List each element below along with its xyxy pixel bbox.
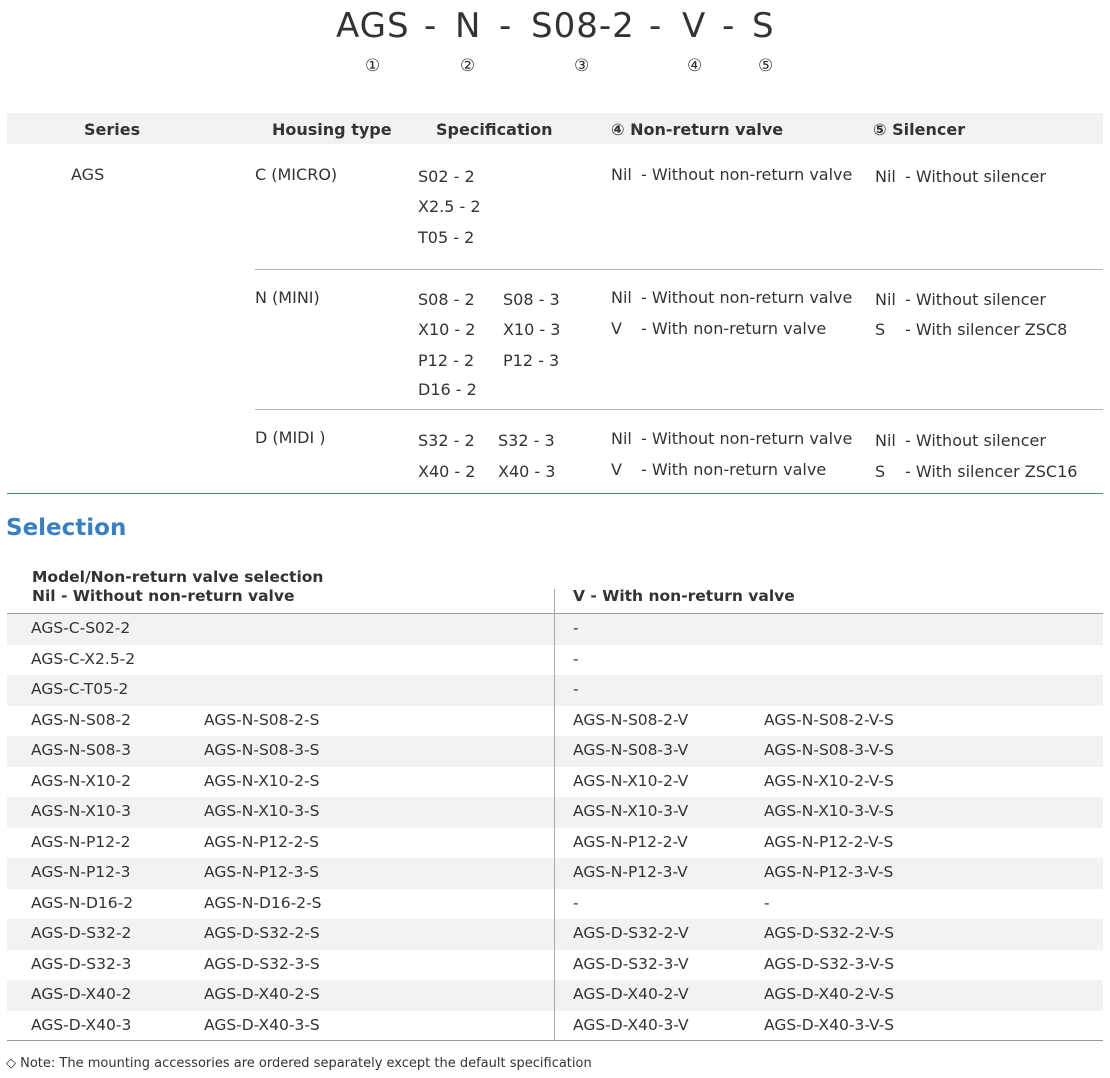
code-number-5: ⑤ xyxy=(758,56,774,76)
silencer-code: Nil xyxy=(875,431,896,450)
valve-desc: - Without non-return valve xyxy=(641,165,853,184)
table-row xyxy=(7,614,1103,645)
model-nil-cell: AGS-D-S32-3 xyxy=(31,954,132,973)
silencer-desc: - Without silencer xyxy=(905,431,1046,450)
housing-d: D (MIDI ) xyxy=(255,428,326,447)
series-value: AGS xyxy=(71,165,105,184)
selection-header-nil: Nil - Without non-return valve xyxy=(32,587,295,605)
model-v-cell: - xyxy=(573,680,579,698)
model-nil-s-cell: AGS-N-P12-3-S xyxy=(204,863,319,881)
divider xyxy=(255,409,1103,410)
model-v-s-cell: - xyxy=(764,893,770,912)
silencer-desc: - With silencer ZSC8 xyxy=(905,320,1068,339)
model-code xyxy=(0,6,1110,76)
section-title: Selection xyxy=(6,515,127,541)
spec-cell: P12 - 3 xyxy=(503,351,560,370)
silencer-desc: - Without silencer xyxy=(905,290,1046,309)
silencer-code: Nil xyxy=(875,167,896,186)
column-divider xyxy=(554,589,555,1040)
selection-table xyxy=(7,614,1103,1041)
model-nil-s-cell: AGS-D-S32-3-S xyxy=(204,954,320,973)
model-nil-s-cell: AGS-N-S08-3-S xyxy=(204,741,320,759)
model-v-cell: - xyxy=(573,893,579,912)
model-v-cell: - xyxy=(573,619,579,637)
code-number-2: ② xyxy=(460,56,476,76)
model-v-cell: - xyxy=(573,649,579,668)
housing-n: N (MINI) xyxy=(255,288,320,307)
model-v-s-cell: AGS-D-X40-2-V-S xyxy=(764,985,895,1003)
model-v-cell: AGS-N-P12-2-V xyxy=(573,832,688,851)
model-v-s-cell: AGS-N-X10-2-V-S xyxy=(764,771,894,790)
valve-code: Nil xyxy=(611,429,632,448)
spec-cell: X10 - 3 xyxy=(503,320,561,339)
table-row xyxy=(7,889,1103,920)
model-v-cell: AGS-N-X10-3-V xyxy=(573,802,689,820)
valve-code: Nil xyxy=(611,288,632,307)
spec-cell: S32 - 3 xyxy=(498,431,555,450)
valve-desc: - With non-return valve xyxy=(641,460,827,479)
spec-table-header xyxy=(7,113,1103,144)
divider xyxy=(255,269,1103,270)
valve-desc: - With non-return valve xyxy=(641,319,827,338)
code-dash: - xyxy=(499,6,513,46)
code-dash: - xyxy=(722,6,736,46)
model-nil-s-cell: AGS-N-X10-3-S xyxy=(204,802,320,820)
model-nil-s-cell: AGS-N-D16-2-S xyxy=(204,893,322,912)
table-row xyxy=(7,706,1103,737)
model-v-cell: AGS-D-S32-2-V xyxy=(573,924,689,942)
spec-cell: X40 - 2 xyxy=(418,462,476,481)
header-non-return-valve: ④ Non-return valve xyxy=(611,120,784,139)
model-v-cell: AGS-D-X40-3-V xyxy=(573,1015,689,1034)
model-v-cell: AGS-N-S08-2-V xyxy=(573,710,689,729)
spec-cell: S02 - 2 xyxy=(418,167,475,186)
table-row xyxy=(7,675,1103,706)
housing-c: C (MICRO) xyxy=(255,165,338,184)
model-nil-cell: AGS-N-X10-3 xyxy=(31,802,131,820)
model-nil-cell: AGS-N-P12-2 xyxy=(31,832,131,851)
silencer-desc: - Without silencer xyxy=(905,167,1046,186)
table-row xyxy=(7,919,1103,950)
code-part-housing: N xyxy=(455,6,482,46)
table-bottom-rule xyxy=(7,1040,1103,1041)
model-v-cell: AGS-N-P12-3-V xyxy=(573,863,688,881)
code-number-1: ① xyxy=(365,56,381,76)
model-nil-s-cell: AGS-N-S08-2-S xyxy=(204,710,320,729)
model-nil-cell: AGS-N-S08-3 xyxy=(31,741,131,759)
header-series: Series xyxy=(84,120,141,139)
code-part-valve: V xyxy=(682,6,707,46)
spec-cell: T05 - 2 xyxy=(418,228,475,247)
table-row xyxy=(7,950,1103,981)
spec-cell: X40 - 3 xyxy=(498,462,556,481)
model-nil-cell: AGS-N-S08-2 xyxy=(31,710,131,729)
spec-cell: S08 - 3 xyxy=(503,290,560,309)
header-housing: Housing type xyxy=(272,120,392,139)
model-v-cell: AGS-D-X40-2-V xyxy=(573,985,689,1003)
model-v-cell: AGS-N-S08-3-V xyxy=(573,741,689,759)
selection-header-v: V - With non-return valve xyxy=(573,587,795,605)
table-row xyxy=(7,645,1103,676)
spec-cell: X2.5 - 2 xyxy=(418,197,481,216)
header-silencer: ⑤ Silencer xyxy=(873,120,966,139)
table-row xyxy=(7,858,1103,889)
silencer-code: Nil xyxy=(875,290,896,309)
silencer-desc: - With silencer ZSC16 xyxy=(905,462,1078,481)
valve-desc: - Without non-return valve xyxy=(641,288,853,307)
model-v-cell: AGS-N-X10-2-V xyxy=(573,771,689,790)
section-divider xyxy=(7,493,1103,494)
silencer-code: S xyxy=(875,462,886,481)
model-nil-cell: AGS-C-X2.5-2 xyxy=(31,649,136,668)
table-row xyxy=(7,828,1103,859)
spec-cell: S32 - 2 xyxy=(418,431,475,450)
model-v-cell: AGS-D-S32-3-V xyxy=(573,954,689,973)
model-v-s-cell: AGS-D-X40-3-V-S xyxy=(764,1015,895,1034)
code-part-silencer: S xyxy=(752,6,775,46)
header-specification: Specification xyxy=(436,120,553,139)
model-nil-cell: AGS-N-P12-3 xyxy=(31,863,131,881)
model-nil-cell: AGS-D-X40-2 xyxy=(31,985,132,1003)
spec-cell: D16 - 2 xyxy=(418,380,477,399)
model-nil-cell: AGS-N-X10-2 xyxy=(31,771,131,790)
code-dash: - xyxy=(424,6,438,46)
footnote: ◇ Note: The mounting accessories are ordered separately except the default specification xyxy=(6,1056,592,1071)
spec-cell: P12 - 2 xyxy=(418,351,475,370)
model-nil-cell: AGS-C-S02-2 xyxy=(31,619,131,637)
table-row xyxy=(7,1011,1103,1042)
model-nil-cell: AGS-C-T05-2 xyxy=(31,680,129,698)
model-v-s-cell: AGS-N-P12-3-V-S xyxy=(764,863,894,881)
silencer-code: S xyxy=(875,320,886,339)
valve-code: Nil xyxy=(611,165,632,184)
model-nil-s-cell: AGS-D-S32-2-S xyxy=(204,924,320,942)
valve-code: V xyxy=(611,460,622,479)
table-row xyxy=(7,797,1103,828)
code-dash: - xyxy=(649,6,663,46)
model-v-s-cell: AGS-N-P12-2-V-S xyxy=(764,832,894,851)
model-nil-s-cell: AGS-D-X40-3-S xyxy=(204,1015,320,1034)
model-v-s-cell: AGS-D-S32-2-V-S xyxy=(764,924,895,942)
model-v-s-cell: AGS-D-S32-3-V-S xyxy=(764,954,895,973)
table-row xyxy=(7,736,1103,767)
model-nil-cell: AGS-D-S32-2 xyxy=(31,924,132,942)
table-row xyxy=(7,980,1103,1011)
model-nil-s-cell: AGS-D-X40-2-S xyxy=(204,985,320,1003)
model-nil-cell: AGS-N-D16-2 xyxy=(31,893,134,912)
model-nil-s-cell: AGS-N-X10-2-S xyxy=(204,771,320,790)
valve-desc: - Without non-return valve xyxy=(641,429,853,448)
model-nil-cell: AGS-D-X40-3 xyxy=(31,1015,132,1034)
code-number-4: ④ xyxy=(687,56,703,76)
code-number-3: ③ xyxy=(574,56,590,76)
model-v-s-cell: AGS-N-S08-2-V-S xyxy=(764,710,894,729)
code-part-spec: S08-2 xyxy=(531,6,635,46)
model-v-s-cell: AGS-N-S08-3-V-S xyxy=(764,741,894,759)
spec-cell: X10 - 2 xyxy=(418,320,476,339)
valve-code: V xyxy=(611,319,622,338)
selection-header-title: Model/Non-return valve selection xyxy=(32,568,324,586)
model-nil-s-cell: AGS-N-P12-2-S xyxy=(204,832,319,851)
table-row xyxy=(7,767,1103,798)
code-part-series: AGS xyxy=(336,6,410,46)
model-v-s-cell: AGS-N-X10-3-V-S xyxy=(764,802,894,820)
spec-cell: S08 - 2 xyxy=(418,290,475,309)
